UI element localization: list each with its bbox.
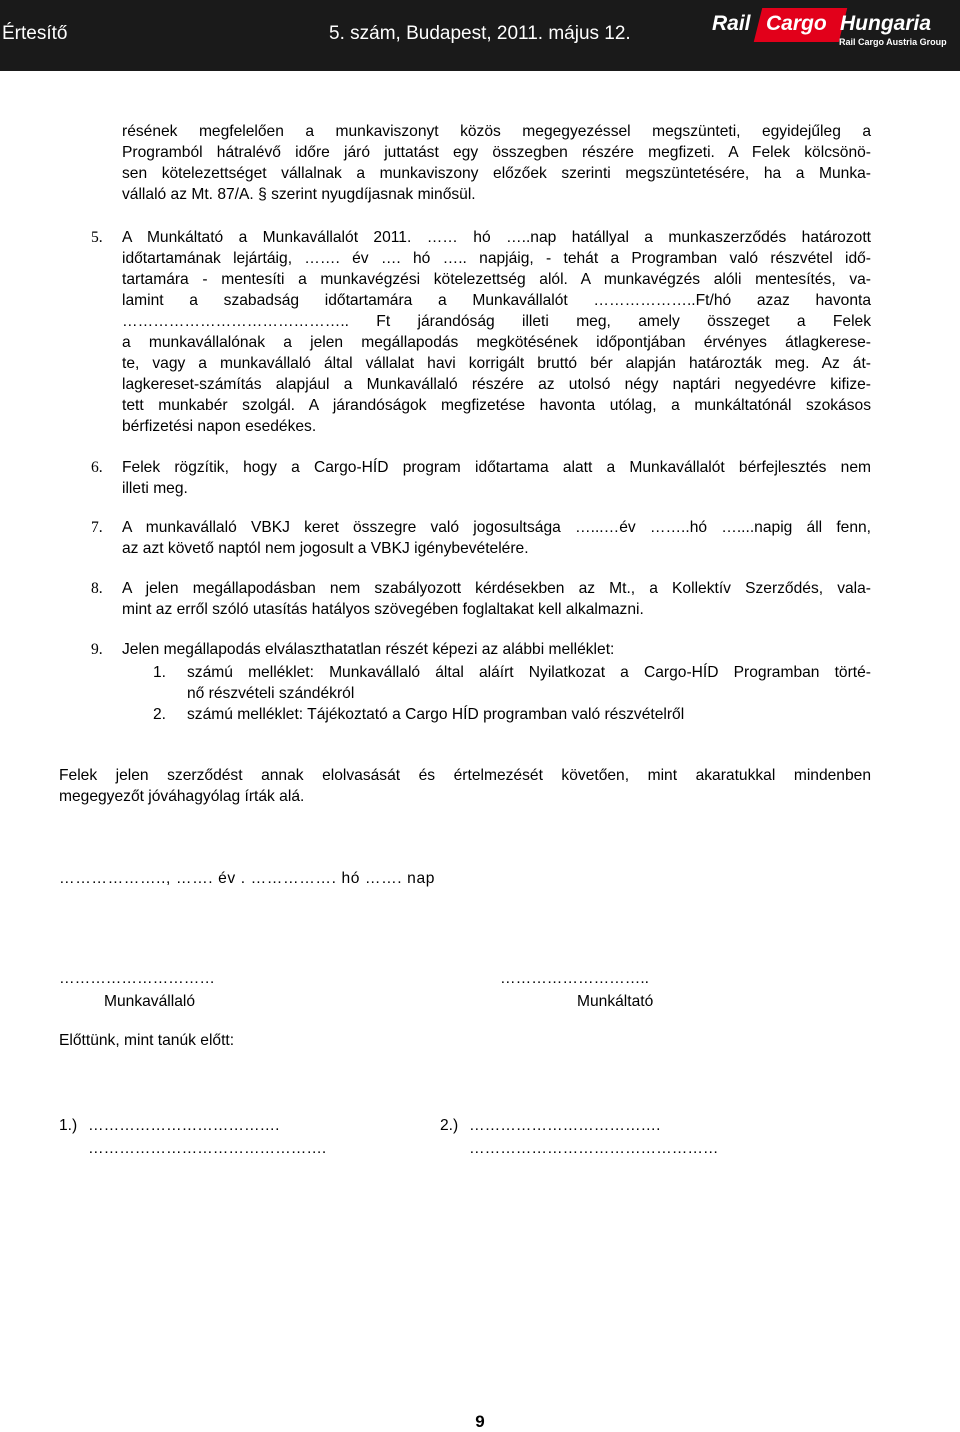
rail-cargo-hungaria-logo [708, 6, 960, 48]
employer-signature-label: Munkáltató [577, 993, 654, 1010]
witness-1-prefix: 1.) [59, 1117, 78, 1134]
clause-line: A jelen megállapodásban nem szabályozott kérdésekben az Mt., a Kollektív Szerződés, vala- [122, 580, 871, 597]
logo-group: Rail Cargo Austria Group [839, 37, 947, 47]
annex-number: 2. [153, 706, 167, 723]
logo-rail: Rail [712, 12, 751, 35]
clause-line: Felek rögzítik, hogy a Cargo-HÍD program időtartama alatt a Munkavállalót bérfejlesztés nem [122, 459, 871, 476]
intro-line: Programból hátralévő időre járó juttatást egy összegben részére megfizeti. A Felek kölcsönö- [122, 144, 871, 161]
witness-2-name-line: ………………………………………… [469, 1140, 719, 1157]
clause-line: tartamára - mentesíti a munkavégzési kötelezettség alól. A munkavégzés alóli mentesítés, va- [122, 271, 871, 288]
clause-number: 8. [91, 580, 103, 597]
witness-2-signature-line: ………………………………. [469, 1117, 661, 1134]
page-number: 9 [475, 1412, 485, 1431]
annex-line: számú melléklet: Munkavállaló által aláírt Nyilatkozat a Cargo-HÍD Programban törté- [187, 664, 871, 681]
employer-signature-line: ……………………….. [500, 970, 650, 987]
annex-number: 1. [153, 664, 167, 681]
clause-line: az azt követő naptól nem jogosult a VBKJ igénybevételére. [122, 540, 529, 557]
annex-line: számú melléklet: Tájékoztató a Cargo HÍD programban való részvételről [187, 706, 685, 723]
publication-title: Értesítő [2, 23, 68, 44]
clause-number: 9. [91, 641, 103, 658]
clause-line: tett munkabér szolgál. A járandóságok megfizetése havonta utólag, a munkáltatónál szokásos [122, 397, 871, 414]
clause-line: Jelen megállapodás elválaszthatatlan részét képezi az alábbi melléklet: [122, 641, 615, 658]
annex-line: nő részvételi szándékról [187, 685, 355, 702]
clause-line: időtartamának lejártáig, ……. év …. hó ….. napjáig, - tehát a Programban való részvétel idő- [122, 250, 871, 267]
date-line: ……………….., ……. év . ……………. hó ……. nap [59, 870, 435, 887]
intro-line: sen kötelezettséget vállalnak a munkaviszony előzőek szerinti megszüntetésére, ha a Munka- [122, 165, 871, 182]
clause-line: illeti meg. [122, 480, 188, 497]
clause-line: A Munkáltató a Munkavállalót 2011. …… hó …..nap hatállyal a munkaszerződés határozott [122, 229, 871, 246]
clause-line: …………………………………….. Ft járandóság illeti meg, amely összeget a Felek [122, 313, 871, 330]
clause-line: a munkavállalónak a jelen megállapodás megkötésének időpontjában érvényes átlagkerese- [122, 334, 871, 351]
clause-number: 6. [91, 459, 103, 476]
witnesses-label: Előttünk, mint tanúk előtt: [59, 1032, 235, 1049]
closing-line: Felek jelen szerződést annak elolvasását és értelmezését követően, mint akaratukkal mindenben [59, 767, 871, 784]
page-header [0, 0, 960, 71]
witness-1-signature-line: ………………………………. [88, 1117, 280, 1134]
witness-1-name-line: ………………………………………. [88, 1140, 327, 1157]
witness-2-prefix: 2.) [440, 1117, 459, 1134]
clause-line: te, vagy a munkavállaló által vállalat havi korrigált bruttó bér alapján határozták meg. Az át- [122, 355, 871, 372]
employee-signature-label: Munkavállaló [104, 993, 196, 1010]
intro-line: résének megfelelően a munkaviszonyt közös megegyezéssel megszünteti, egyidejűleg a [122, 123, 871, 140]
clause-line: bérfizetési napon esedékes. [122, 418, 317, 435]
clause-line: lamint a szabadság időtartamára a Munkavállalót ………………..Ft/hó azaz havonta [122, 292, 871, 309]
intro-line: vállaló az Mt. 87/A. § szerint nyugdíjasnak minősül. [122, 186, 476, 203]
clause-line: lagkereset-számítás alapjául a Munkavállaló részére az utolsó négy naptári negyedévre kifize- [122, 376, 871, 393]
clause-line: A munkavállaló VBKJ keret összegre való jogosultsága …...…év ……..hó …....napig áll fenn, [122, 519, 871, 536]
clause-line: mint az erről szóló utasítás hatályos szövegében foglaltakat kell alkalmazni. [122, 601, 644, 618]
closing-line: megegyezőt jóváhagyólag írták alá. [59, 788, 305, 805]
clause-number: 5. [91, 229, 103, 246]
employee-signature-line: ………………………… [59, 970, 215, 987]
logo-cargo: Cargo [766, 12, 827, 35]
clause-number: 7. [91, 519, 103, 536]
logo-hungaria: Hungaria [840, 12, 932, 35]
issue-info: 5. szám, Budapest, 2011. május 12. [329, 23, 631, 44]
